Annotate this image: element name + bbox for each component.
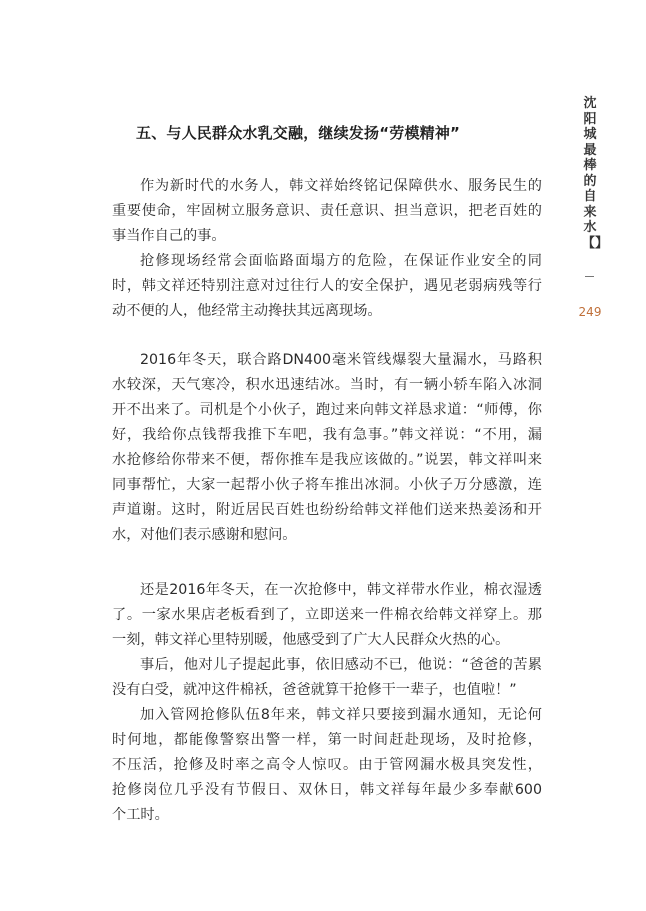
text-line: 时，韩文祥还特别注意对过往行人的安全保护，遇见老弱病残等行 xyxy=(112,278,542,294)
running-book-title: 沈阳城最棒的自来水【】 xyxy=(582,96,609,251)
text-line: 同事帮忙，大家一起帮小伙子将车推出冰洞。小伙子万分感激，连 xyxy=(112,477,542,493)
paragraph xyxy=(112,653,542,703)
text-line: 抢修现场经常会面临路面塌方的危险，在保证作业安全的同 xyxy=(140,253,542,269)
text-line: 好，我给你点钱帮我推下车吧，我有急事。”韩文祥说：“不用，漏 xyxy=(112,427,542,443)
text-block-1 xyxy=(112,174,542,324)
text-line: 动不便的人，他经常主动搀扶其远离现场。 xyxy=(112,303,382,319)
paragraph xyxy=(112,249,542,324)
text-line: 时何地，都能像警察出警一样，第一时间赶赴现场，及时抢修， xyxy=(112,732,542,748)
text-line: 事后，他对儿子提起此事，依旧感动不已，他说：“爸爸的苦累 xyxy=(140,657,542,673)
text-line: 作为新时代的水务人，韩文祥始终铭记保障供水、服务民生的 xyxy=(140,178,542,194)
paragraph xyxy=(112,578,542,653)
text-line: 2016年冬天，联合路DN400毫米管线爆裂大量漏水，马路积 xyxy=(140,352,542,368)
text-line: 不压活，抢修及时率之高令人惊叹。由于管网漏水极具突发性， xyxy=(112,757,542,773)
text-line: 加入管网抢修队伍8年来，韩文祥只要接到漏水通知，无论何 xyxy=(140,707,542,723)
text-block-2 xyxy=(112,348,542,548)
text-line: 了。一家水果店老板看到了，立即送来一件棉衣给韩文祥穿上。那 xyxy=(112,607,542,623)
paragraph xyxy=(112,174,542,249)
text-line: 水，对他们表示感谢和慰问。 xyxy=(112,527,297,543)
text-block-3 xyxy=(112,578,542,828)
sidebar-divider xyxy=(585,276,594,277)
text-line: 开不出来了。司机是个小伙子，跑过来向韩文祥恳求道：“师傅，你 xyxy=(112,402,542,418)
text-line: 水较深，天气寒冷，积水迅速结冰。当时，有一辆小轿车陷入冰洞 xyxy=(112,377,542,393)
page-number: 249 xyxy=(578,305,602,319)
text-line: 水抢修给你带来不便，帮你推车是我应该做的。”说罢，韩文祥叫来 xyxy=(112,452,542,468)
paragraph xyxy=(112,348,542,548)
text-line: 重要使命，牢固树立服务意识、责任意识、担当意识，把老百姓的 xyxy=(112,203,542,219)
text-line: 抢修岗位几乎没有节假日、双休日，韩文祥每年最少多奉献600 xyxy=(112,782,542,798)
text-line: 还是2016年冬天，在一次抢修中，韩文祥带水作业，棉衣湿透 xyxy=(140,582,542,598)
text-line: 没有白受，就冲这件棉袄，爸爸就算干抢修干一辈子，也值啦！” xyxy=(112,682,517,698)
text-line: 个工时。 xyxy=(112,807,169,823)
section-heading: 五、与人民群众水乳交融，继续发扬“劳模精神” xyxy=(136,124,461,142)
paragraph xyxy=(112,703,542,828)
text-line: 一刻，韩文祥心里特别暖，他感受到了广大人民群众火热的心。 xyxy=(112,632,510,648)
text-line: 声道谢。这时，附近居民百姓也纷纷给韩文祥他们送来热姜汤和开 xyxy=(112,502,542,518)
text-line: 事当作自己的事。 xyxy=(112,228,226,244)
